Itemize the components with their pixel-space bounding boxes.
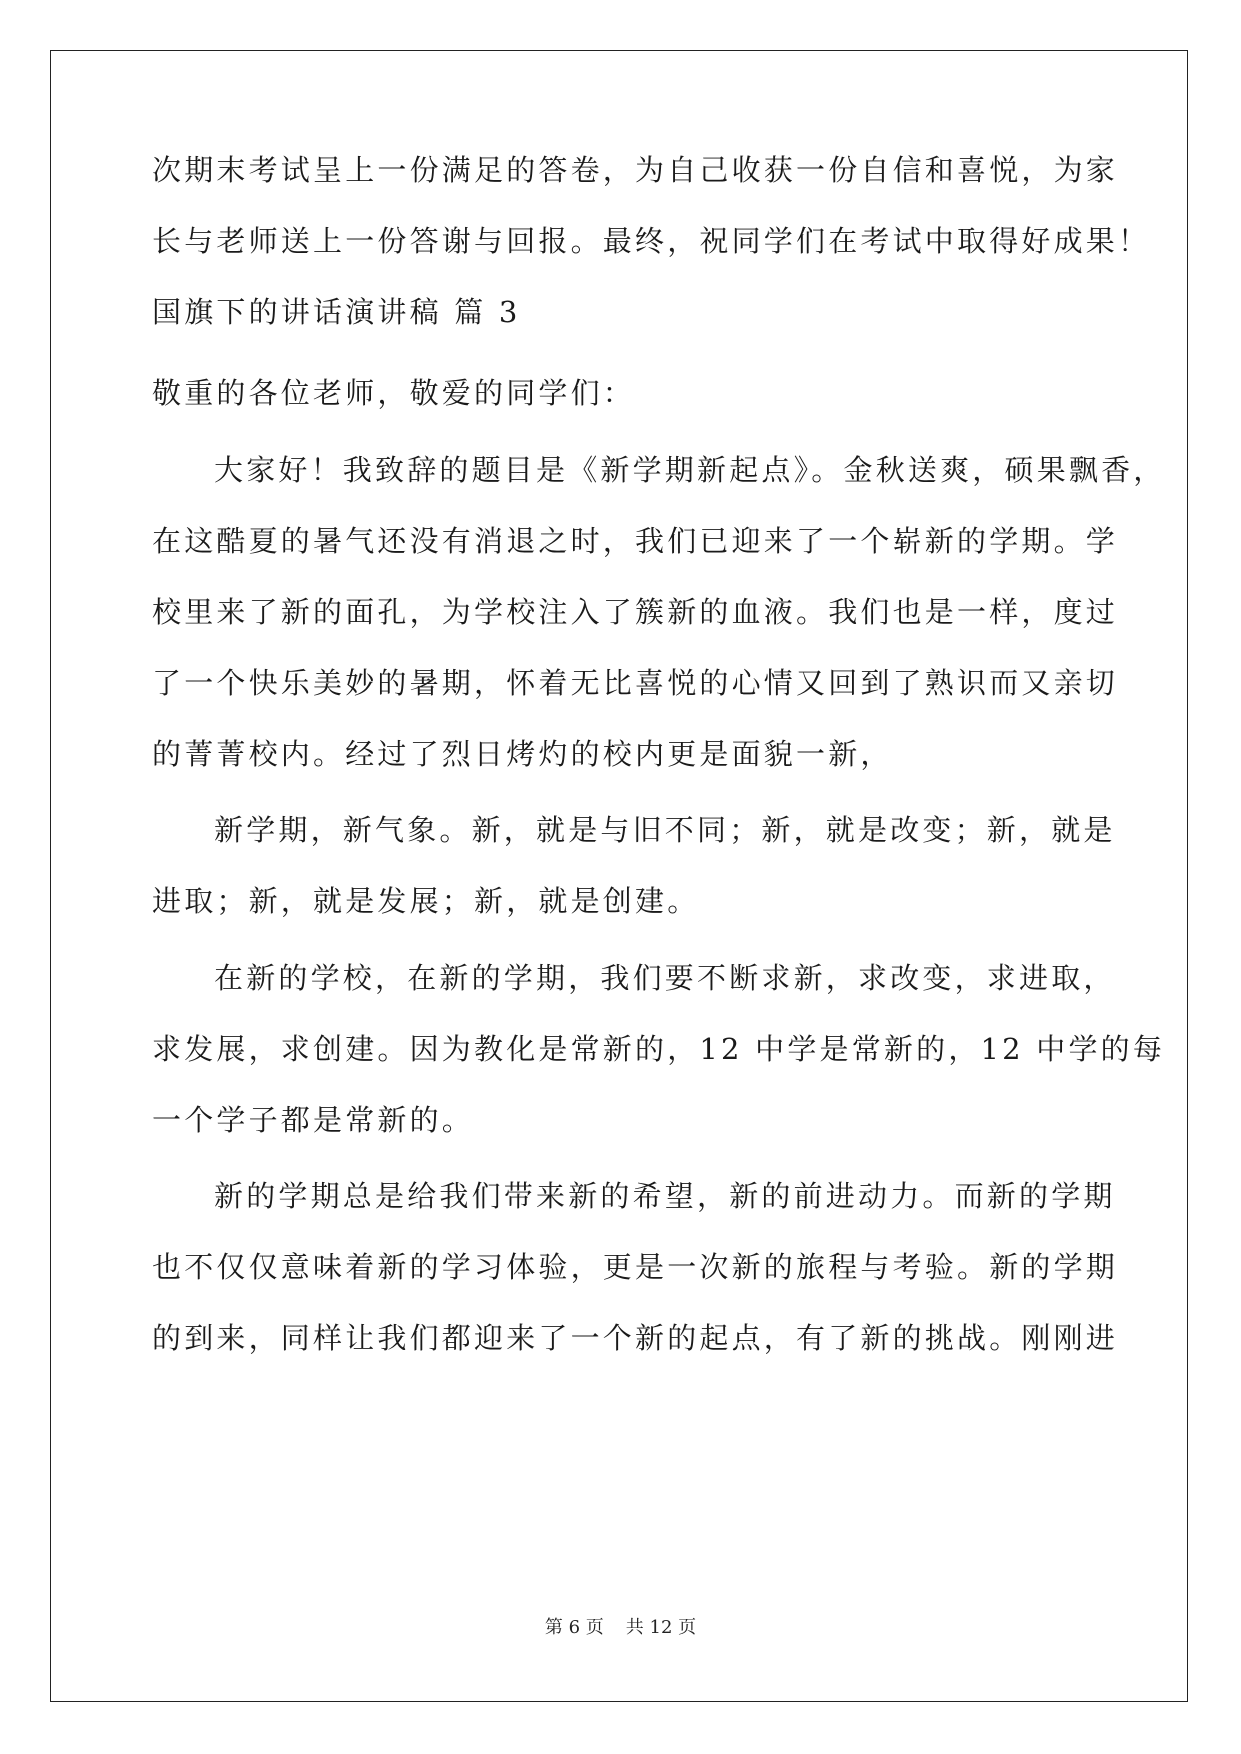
page-total: 共 12 页 xyxy=(625,1617,697,1638)
paragraph-line: 求发展，求创建。因为教化是常新的，12 中学是常新的，12 中学的每 xyxy=(152,1032,1166,1066)
page-number: 第 6 页 xyxy=(544,1617,604,1638)
paragraph-line: 了一个快乐美妙的暑期，怀着无比喜悦的心情又回到了熟识而又亲切 xyxy=(152,666,1119,700)
paragraph-line: 新的学期总是给我们带来新的希望，新的前进动力。而新的学期 xyxy=(214,1179,1116,1213)
paragraph-line: 的菁菁校内。经过了烈日烤灼的校内更是面貌一新， xyxy=(152,737,893,771)
page-footer xyxy=(0,1616,1241,1640)
paragraph-line: 校里来了新的面孔，为学校注入了簇新的血液。我们也是一样，度过 xyxy=(152,595,1119,629)
section-heading: 国旗下的讲话演讲稿 篇 3 xyxy=(152,295,521,329)
paragraph-line: 进取；新，就是发展；新，就是创建。 xyxy=(152,884,700,918)
paragraph-line: 的到来，同样让我们都迎来了一个新的起点，有了新的挑战。刚刚进 xyxy=(152,1321,1119,1355)
paragraph-line: 大家好！我致辞的题目是《新学期新起点》。金秋送爽，硕果飘香， xyxy=(214,453,1166,487)
paragraph-line: 次期末考试呈上一份满足的答卷，为自己收获一份自信和喜悦，为家 xyxy=(152,153,1119,187)
paragraph-line: 一个学子都是常新的。 xyxy=(152,1103,475,1137)
paragraph-line: 在这酷夏的暑气还没有消退之时，我们已迎来了一个崭新的学期。学 xyxy=(152,524,1119,558)
salutation: 敬重的各位老师，敬爱的同学们： xyxy=(152,376,636,410)
paragraph-line: 长与老师送上一份答谢与回报。最终，祝同学们在考试中取得好成果！ xyxy=(152,224,1151,258)
paragraph-line: 在新的学校，在新的学期，我们要不断求新，求改变，求进取， xyxy=(214,961,1116,995)
paragraph-line: 新学期，新气象。新，就是与旧不同；新，就是改变；新，就是 xyxy=(214,813,1116,847)
paragraph-line: 也不仅仅意味着新的学习体验，更是一次新的旅程与考验。新的学期 xyxy=(152,1250,1119,1284)
